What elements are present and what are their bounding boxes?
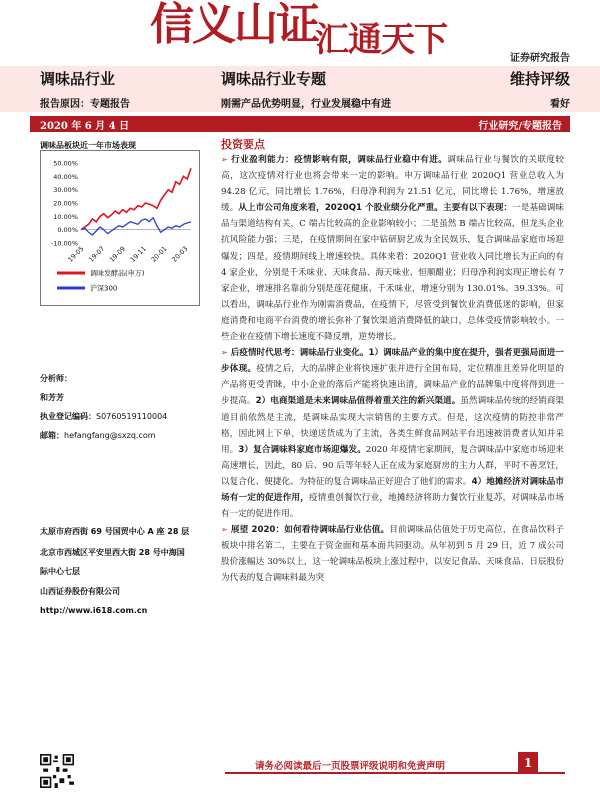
address-beijing-line1: 北京市西城区平安里西大街 28 号中海国 bbox=[40, 548, 185, 557]
address-beijing-line2: 际中心七层 bbox=[40, 567, 80, 576]
email-address[interactable]: hefangfang@sxzq.com bbox=[64, 431, 156, 440]
rating-value: 看好 bbox=[550, 99, 570, 110]
registration-code: S0760519110004 bbox=[96, 412, 168, 421]
point-text: 2020 年疫情宅家期间，复合调味品中家庭市场迎来高速增长，因此，80 后、90 后等年轻人正在成为家庭厨房的主力人群，平时不善烹饪，以复合化、便捷化、为特征的复合调味品正好迎合了他们的需求。 bbox=[221, 444, 564, 487]
point-text: 目前调味品估值处于历史高位，在食品饮料子板块中排名第二，主要在于资金面和基本面共同驱动。从年初到 5 月 29 日，近 7 成公司股价涨幅达 30%以上，这一轮调味品板块上涨过程中，以安记食品、天味食品、日辰股份为代表的复合调味料最为突 bbox=[221, 525, 564, 584]
industry-label: 调味品行业 bbox=[40, 70, 116, 88]
point-text: 疫情重创餐饮行业，地摊经济将助力餐饮行业复苏，对调味品市场有一定的促进作用。 bbox=[221, 492, 564, 520]
logo-text-slogan: 汇通天下 bbox=[315, 20, 447, 58]
x-tick-label: 19-11 bbox=[128, 244, 148, 264]
legend-label-1: 调味发酵品(申万) bbox=[90, 269, 145, 278]
y-tick-label: 0.00% bbox=[57, 226, 78, 235]
point-outlook bbox=[221, 522, 564, 586]
registration-line bbox=[40, 411, 167, 422]
point-post-pandemic bbox=[221, 345, 564, 522]
company-name: 山西证券股份有限公司 bbox=[40, 587, 120, 596]
report-category: 行业研究/专题报告 bbox=[478, 121, 562, 132]
x-tick-label: 20-03 bbox=[170, 244, 190, 264]
disclaimer-link[interactable]: 请务必阅读最后一页股票评级说明和免责声明 bbox=[255, 761, 446, 772]
x-tick-label: 20-01 bbox=[149, 244, 169, 264]
point-text: 调味品行业与餐饮的关联度较高，这次疫情对行业也将会带来一定的影响。申万调味品行业 2020Q1 营业总收入为 94.28 亿元，同比增长 1.76%，归母净利润为 21.51 亿元，同比增长 1.76%，增速放缓。 bbox=[221, 155, 564, 214]
bullet-icon: ➢ bbox=[221, 525, 228, 535]
x-tick-label: 19-09 bbox=[107, 244, 128, 264]
analyst-label: 分析师： bbox=[40, 374, 72, 383]
series-line-1 bbox=[81, 168, 191, 229]
point-emphasis: 3）复合调味料家庭市场迎爆发。 bbox=[238, 444, 366, 455]
y-tick-label: 20.00% bbox=[53, 199, 78, 208]
y-tick-label: 50.00% bbox=[53, 159, 78, 168]
y-tick-label: 10.00% bbox=[53, 212, 78, 221]
section-title: 投资要点 bbox=[221, 138, 265, 151]
point-emphasis: 2）电商渠道是未来调味品值得着重关注的新兴渠道。 bbox=[255, 396, 461, 407]
email-line bbox=[40, 430, 156, 441]
company-logo bbox=[150, 0, 480, 58]
point-heading: 行业盈利能力：疫情影响有限，调味品行业稳中有进。 bbox=[230, 155, 448, 165]
point-text: 虽然调味品传统的经销商渠道目前依然是主流，是调味品实现大宗销售的主要方式。但是，这次疫情的防控非常严格，因此网上下单，快递送货成为了主流，各类生鲜食品网站平台迅速被消费者认知并采用。 bbox=[221, 396, 564, 455]
analyst-name: 和芳芳 bbox=[40, 393, 64, 402]
y-tick-label: 30.00% bbox=[53, 186, 78, 195]
point-emphasis: 从上市公司角度来看，2020Q1 个股业绩分化严重。主要有以下表现： bbox=[238, 203, 513, 214]
registration-label: 执业登记编码： bbox=[40, 412, 96, 421]
x-tick-label: 19-05 bbox=[66, 244, 86, 264]
legend-label-2: 沪深300 bbox=[90, 284, 118, 293]
email-label: 邮箱： bbox=[40, 431, 64, 440]
page-number: 1 bbox=[518, 752, 538, 774]
y-tick-label: 40.00% bbox=[53, 172, 78, 181]
point-text: 疫情之后，大的品牌企业将快速扩张并进行全国布局，定位精准且差异化明显的产品将更受青睐，中小企业的落后产能将快速出清，调味品产业的品牌集中度将得到进一步提高。 bbox=[221, 364, 564, 407]
report-reason: 报告原因：专题报告 bbox=[40, 99, 130, 110]
x-tick-label: 19-07 bbox=[87, 244, 107, 264]
report-subtitle: 刚需产品优势明显，行业发展稳中有进 bbox=[221, 99, 391, 110]
qr-code-icon bbox=[40, 754, 74, 788]
point-emphasis: 4）地摊经济对调味品市场有一定的促进作用， bbox=[221, 476, 564, 503]
report-type: 证券研究报告 bbox=[510, 53, 570, 64]
report-date: 2020 年 6 月 4 日 bbox=[40, 121, 130, 132]
footer-divider bbox=[225, 772, 565, 774]
logo-text-main: 信义山证 bbox=[150, 0, 318, 50]
bullet-icon: ➢ bbox=[221, 155, 228, 164]
company-website[interactable]: http://www.i618.com.cn bbox=[40, 606, 148, 615]
rating-label: 维持评级 bbox=[509, 70, 570, 88]
y-tick-label: -10.00% bbox=[50, 239, 78, 248]
point-text: 一是基础调味品与渠道结构有关，C 端占比较高的企业影响较小；二是虽然 B 端占比较高，但龙头企业抗风险能力强；三是，在疫情期间在家中钻研厨艺成为全民娱乐，复合调味品家庭市场迎爆发；四是，疫情期间线上增速较快。具体来看：2020Q1 营业收入同比增长为正向的有 4 家企业，分别是千禾味业、天味食品、海天味业、恒顺醋业；归母净利润实现正增长有 7 家企业，增速排名靠前分别是莲花健康、千禾味业，增速分别为 130.01%、39.33%。可以看出，调味品行业作为刚需消费品，在疫情下，尽管受到餐饮业消费低迷的影响，但家庭消费和电商平台消费的增长弥补了餐饮渠道消费降低的缺口，总体受疫情影响较小。一些企业在疫情下增长速度不降反增，逆势增长。 bbox=[221, 203, 564, 343]
report-title: 调味品行业专题 bbox=[221, 70, 327, 88]
chart-title: 调味品板块近一年市场表现 bbox=[40, 141, 136, 150]
point-heading: 展望 2020：如何看待调味品行业估值。 bbox=[230, 525, 390, 536]
point-profitability bbox=[221, 152, 564, 345]
bullet-icon: ➢ bbox=[221, 348, 228, 358]
key-points bbox=[221, 152, 564, 587]
point-heading: 后疫情时代思考：调味品行业变化。1）调味品产业的集中度在提升，强者更强局面进一步体现。 bbox=[221, 348, 564, 375]
address-taiyuan: 太原市府西街 69 号国贸中心 A 座 28 层 bbox=[40, 527, 190, 536]
market-performance-chart bbox=[41, 151, 199, 305]
